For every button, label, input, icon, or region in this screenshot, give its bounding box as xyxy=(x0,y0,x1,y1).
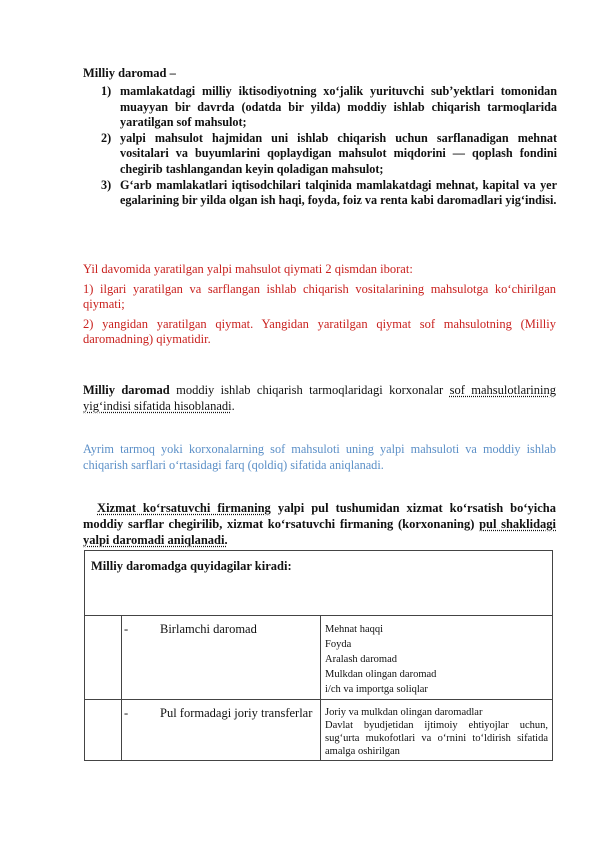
list-dash: - xyxy=(124,622,129,636)
list-dash: - xyxy=(124,706,129,720)
income-components-table xyxy=(84,550,553,761)
national-income-term: Milliy daromad xyxy=(83,383,170,397)
section-heading: Milliy daromad – xyxy=(83,66,176,80)
table-cell-items xyxy=(321,616,553,700)
table-cell-empty xyxy=(85,616,122,700)
category-label: Birlamchi daromad xyxy=(160,622,257,636)
table-cell-category xyxy=(122,700,321,761)
national-income-end: . xyxy=(231,399,235,413)
service-firm-underlined-end: pul shaklidagi yalpi daromadi aniqlanadi. xyxy=(83,517,557,547)
service-firm-paragraph xyxy=(83,500,556,548)
definition-text: yalpi mahsulot hajmidan uni ishlab chiqarish uchun sarflanadigan mehnat vositalari va buyumlarini qoplaydigan mahsulot miqdorini — qoplash fondini chegirib tashlangandan keyin qoladigan mahsulot; xyxy=(120,130,557,176)
definition-list xyxy=(83,84,557,209)
definition-text: mamlakatdagi milliy iktisodiyotning xo‘jalik yurituvchi sub’yektlari tomonidan muayyan bir davrda (odatda bir yilda) moddiy ishlab chiqarish tarmoqlarida yaratilgan sof mahsulot; xyxy=(120,84,557,130)
list-item: Foyda xyxy=(325,639,352,650)
definition-text: G‘arb mamlakatlari iqtisodchilari talqinida mamlakatdagi mehnat, kapital va yer egalarining bir yilda olgan ish haqi, foyda, foiz va renta kabi daromadlari yig‘indisi. xyxy=(120,177,557,208)
national-income-underlined: sof mahsulotlarining yig‘indisi sifatida hisoblanadi xyxy=(83,383,556,413)
gross-product-part-1: 1) ilgari yaratilgan va sarflangan ishlab chiqarish vositalarining mahsulotga ko‘chirilgan qiymati; xyxy=(83,281,556,311)
table-header: Milliy daromadga quyidagilar kiradi: xyxy=(85,551,553,616)
national-income-paragraph xyxy=(83,382,556,414)
definition-item xyxy=(83,131,557,178)
gross-product-part-2: 2) yangidan yaratilgan qiymat. Yangidan yaratilgan qiymat sof mahsulotning (Milliy daromadning) qiymatidir. xyxy=(83,316,556,346)
table-row xyxy=(85,616,553,700)
net-product-paragraph: Ayrim tarmoq yoki korxonalarning sof mahsuloti uning yalpi mahsuloti va moddiy ishlab chiqarish sarflari o‘rtasidagi farq (qoldiq) sifatida aniqlanadi. xyxy=(83,442,556,472)
definition-number: 3) xyxy=(101,177,112,192)
definition-item xyxy=(83,84,557,131)
list-item: Aralash daromad xyxy=(325,654,398,665)
list-item: i/ch va importga soliqlar xyxy=(325,684,428,695)
national-income-middle: moddiy ishlab chiqarish tarmoqlaridagi korxonalar xyxy=(169,383,450,397)
category-label: Pul formadagi joriy transferlar xyxy=(160,706,313,720)
list-item: Mehnat haqqi xyxy=(325,624,384,635)
list-item: Joriy va mulkdan olingan daromadlar xyxy=(325,707,483,718)
service-firm-middle: yalpi pul tushumidan xizmat ko‘rsatish bo‘yicha moddiy sarflar chegirilib, xizmat ko‘rsatuvchi firmaning (korxonaning) xyxy=(83,501,557,531)
table-row xyxy=(85,700,553,761)
list-item: Davlat byudjetidan ijtimoiy ehtiyojlar uchun, sug‘urta mukofotlari va o‘rnini to‘ldirish sifatida amalga oshirilgan xyxy=(325,720,548,757)
definition-item xyxy=(83,178,557,209)
table-cell-category xyxy=(122,616,321,700)
definition-number: 1) xyxy=(101,84,112,98)
service-firm-underlined-start: Xizmat ko‘rsatuvchi firmaning xyxy=(97,501,271,515)
table-cell-items xyxy=(321,700,553,761)
list-item: Mulkdan olingan daromad xyxy=(325,669,437,680)
definition-number: 2) xyxy=(101,130,112,145)
gross-product-intro: Yil davomida yaratilgan yalpi mahsulot qiymati 2 qismdan iborat: xyxy=(83,262,413,276)
gross-product-block xyxy=(83,262,556,352)
table-cell-empty xyxy=(85,700,122,761)
